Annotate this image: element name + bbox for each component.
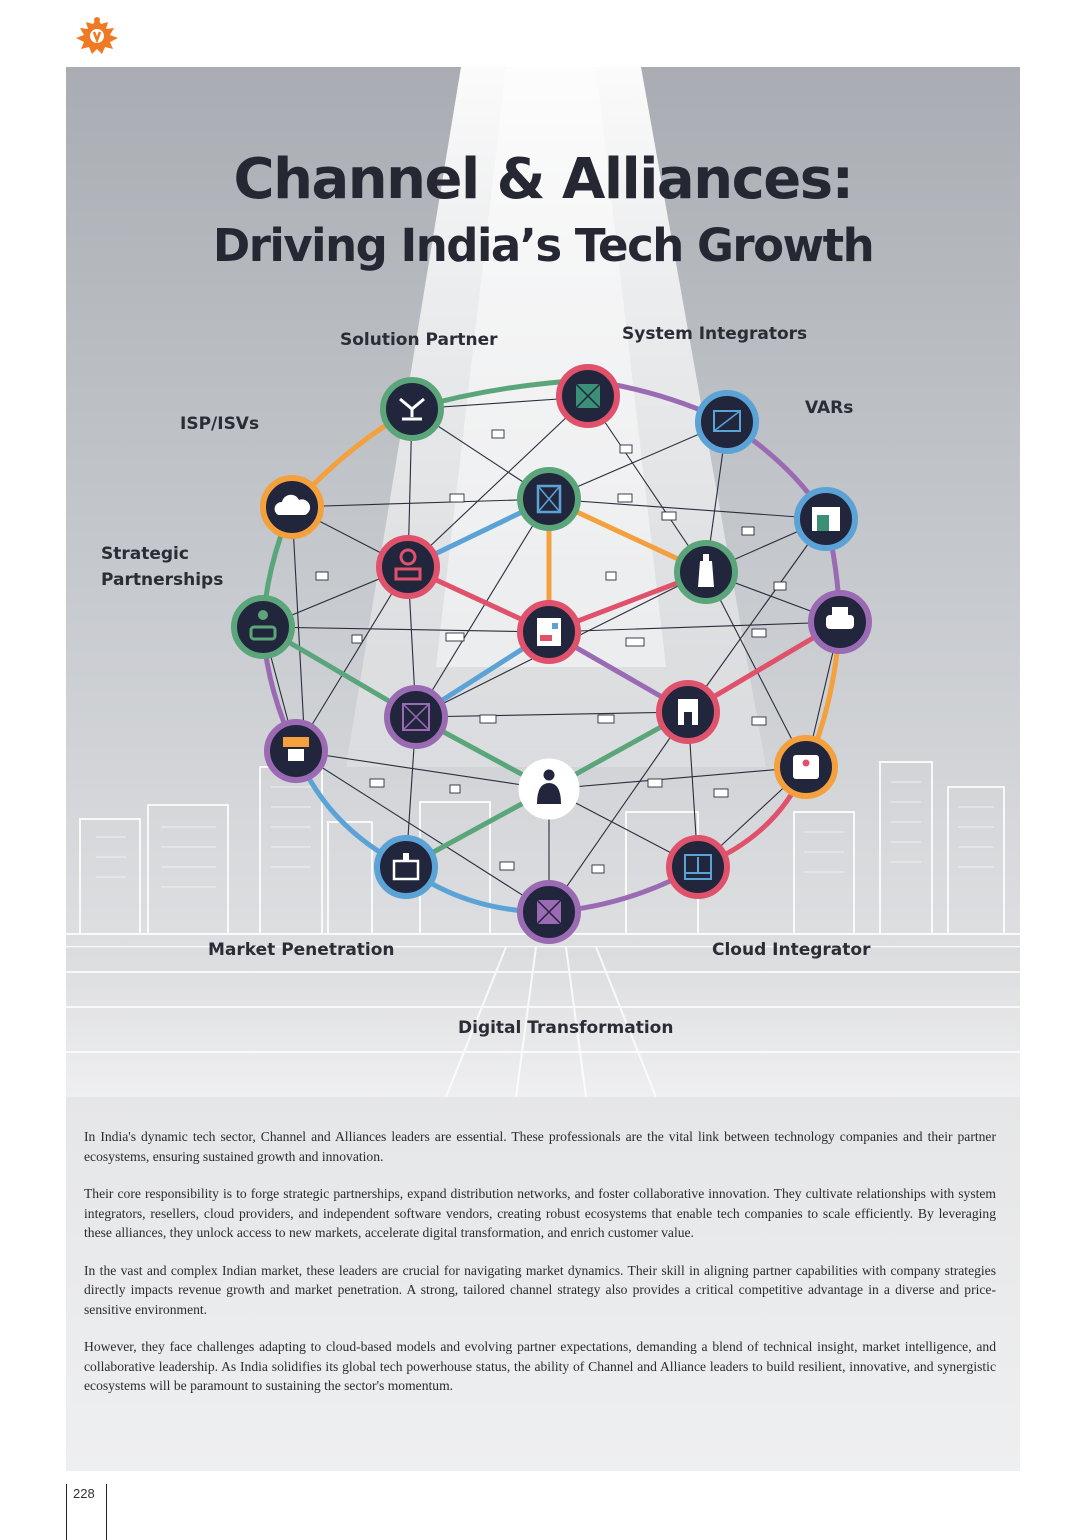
node-market-penetration — [377, 838, 435, 896]
footer-divider — [106, 1484, 107, 1540]
node-strategic-partnerships — [234, 598, 292, 656]
infographic-panel — [66, 67, 1020, 1471]
body-text — [84, 1127, 996, 1414]
page-number: 228 — [73, 1486, 95, 1501]
node-system-integrators — [559, 367, 617, 425]
node-right-center — [677, 543, 735, 601]
node-central-person — [520, 760, 578, 818]
node-right-top — [797, 490, 855, 548]
paragraph: In India's dynamic tech sector, Channel and Alliances leaders are essential. These professionals are the vital link between technology companies and their partner ecosystems, ensuring sustained growth and innovation. — [84, 1129, 996, 1164]
footer-divider-left — [66, 1484, 67, 1540]
label-vars: VARs — [805, 398, 854, 418]
label-strategic-partnerships-line1: Strategic — [101, 544, 189, 564]
label-cloud-integrator: Cloud Integrator — [712, 940, 871, 960]
node-right-mid — [811, 593, 869, 651]
publisher-logo-icon — [70, 14, 124, 58]
node-left-mid — [387, 688, 445, 746]
node-left-lower — [267, 722, 325, 780]
page-title-line1: Channel & Alliances: — [233, 147, 853, 212]
node-solution-partner — [383, 380, 441, 438]
label-digital-transformation: Digital Transformation — [458, 1018, 674, 1038]
page-title-line2: Driving India’s Tech Growth — [212, 219, 874, 272]
node-strategic-hub — [379, 538, 437, 596]
paragraph: Their core responsibility is to forge strategic partnerships, expand distribution networks, and foster collaborative innovation. They cultivate relationships with system integrators, resellers, cloud providers, and independent software vendors, creating robust ecosystems that enable tech companies to scale efficiently. By leveraging these alliances, they unlock access to new markets, accelerate digital transformation, and enrich customer value. — [84, 1186, 996, 1240]
label-solution-partner: Solution Partner — [340, 330, 498, 350]
node-hub-top — [520, 470, 578, 528]
paragraph: In the vast and complex Indian market, these leaders are crucial for navigating market dynamics. Their skill in aligning partner capabilities with company strategies directly impacts revenue growth and market penetration. A strong, tailored channel strategy also provides a critical competitive advantage in a diverse and price-sensitive environment. — [84, 1262, 996, 1317]
label-strategic-partnerships-line2: Partnerships — [101, 570, 224, 590]
label-market-penetration: Market Penetration — [208, 940, 395, 960]
node-mid-right — [659, 683, 717, 741]
node-isp-isvs — [263, 478, 321, 536]
node-vars — [698, 393, 756, 451]
node-digital-transformation — [520, 883, 578, 941]
node-cloud-integrator — [669, 838, 727, 896]
label-isp-isvs: ISP/ISVs — [180, 414, 260, 434]
paragraph: However, they face challenges adapting to cloud-based models and evolving partner expectations, demanding a blend of technical insight, market intelligence, and collaborative leadership. As India solidifies its global tech powerhouse status, the ability of Channel and Alliance leaders to build resilient, innovative, and synergistic ecosystems will be paramount to sustaining the sector's momentum. — [84, 1339, 996, 1393]
label-system-integrators: System Integrators — [622, 324, 808, 344]
node-cloud-right — [777, 738, 835, 796]
node-center — [520, 603, 578, 661]
